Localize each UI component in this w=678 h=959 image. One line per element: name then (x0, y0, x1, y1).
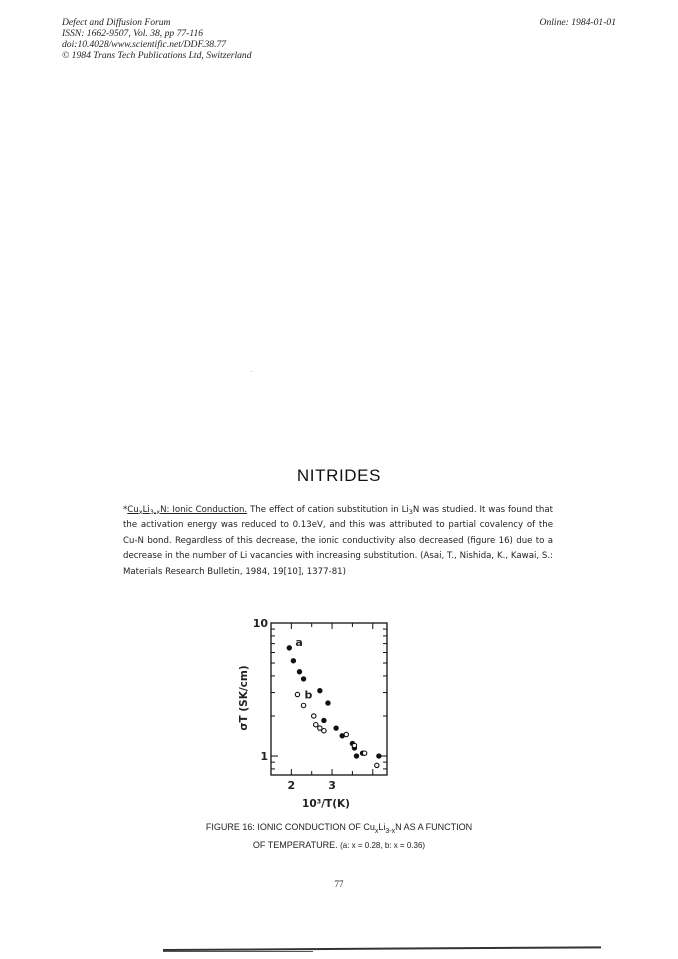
caption-part: N AS A FUNCTION (395, 822, 473, 832)
online-date-text: Online: 1984-01-01 (539, 17, 616, 28)
heading-sub: x (138, 508, 143, 516)
conductivity-chart (0, 615, 678, 815)
page-number: 77 (334, 879, 344, 889)
online-date (540, 17, 616, 28)
footer-rule-shadow (163, 951, 313, 952)
copyright-line: © 1984 Trans Tech Publications Ltd, Switzerland (62, 50, 252, 61)
scan-speck (251, 371, 252, 372)
y-axis-label: σT (SK/cm) (238, 665, 250, 731)
data-point-series-a (376, 754, 381, 759)
data-point-series-b (375, 763, 379, 767)
issn-line: ISSN: 1662-9507, Vol. 38, pp 77-116 (62, 28, 204, 39)
caption-sub: x (374, 828, 379, 835)
heading-part: N: Ionic Conduction. (160, 505, 248, 515)
caption-note: (a: x = 0.28, b: x = 0.36) (340, 841, 426, 850)
journal-name: Defect and Diffusion Forum (62, 17, 171, 28)
entry-text: N was studied. It was found that the activation energy was reduced to 0.13eV, and this was attributed to partial covalency of the Cu-N bond. Regardless of this decrease, the ionic conductivity also decreased (figure 16) due to a decrease in the number of Li vacancies with increasing substitution. (Asai, T., Nishida, K., Kawai, S.: Materials Research Bulletin, 1984, 19[10], 1377-81) (123, 505, 553, 577)
caption-sub: 3-x (385, 828, 396, 835)
data-point-series-a (354, 754, 359, 759)
figure-caption-line2 (0, 840, 678, 850)
heading-part: Li (142, 505, 150, 515)
heading-part: Cu (127, 505, 139, 515)
y-tick-label-1: 1 (260, 750, 268, 764)
data-point-series-a (326, 701, 331, 706)
entry-heading (127, 505, 247, 515)
heading-sub: 3-x (149, 508, 161, 516)
data-point-series-a (287, 645, 292, 650)
data-point-series-b (314, 722, 318, 726)
y-tick-label-10: 10 (252, 617, 268, 630)
data-point-series-b (312, 714, 316, 718)
x-tick-label-2: 2 (287, 779, 296, 792)
series-label-b: b (304, 688, 313, 702)
x-tick-label-3: 3 (328, 779, 336, 792)
data-point-series-a (297, 669, 302, 674)
data-point-series-a (317, 688, 322, 693)
entry-star: * (123, 505, 128, 515)
data-point-series-b (362, 751, 366, 755)
entry-text-sub: 3 (408, 508, 413, 516)
journal-header (62, 17, 252, 61)
series-label-a: a (295, 635, 303, 649)
doi-line: doi:10.4028/www.scientific.net/DDF.38.77 (62, 39, 227, 50)
section-title: NITRIDES (296, 466, 382, 485)
data-point-series-a (291, 658, 296, 663)
data-point-series-b (352, 743, 356, 747)
data-point-series-a (334, 726, 339, 731)
data-point-series-b (322, 729, 326, 733)
data-point-series-b (301, 703, 305, 707)
figure-16 (0, 615, 678, 815)
abstract-paragraph (123, 503, 553, 580)
data-points (287, 645, 381, 767)
caption-part: Li (378, 822, 386, 832)
caption-part: FIGURE 16: IONIC CONDUCTION OF Cu (205, 822, 375, 832)
entry-text: The effect of cation substitution in Li (247, 505, 409, 515)
data-point-series-a (322, 718, 327, 723)
figure-caption-line1 (0, 822, 678, 835)
data-point-series-a (301, 676, 306, 681)
caption-part: OF TEMPERATURE. (252, 840, 338, 850)
data-point-series-b (344, 732, 348, 736)
x-axis-label: 10³/T(K) (302, 798, 350, 810)
data-point-series-b (295, 692, 299, 696)
